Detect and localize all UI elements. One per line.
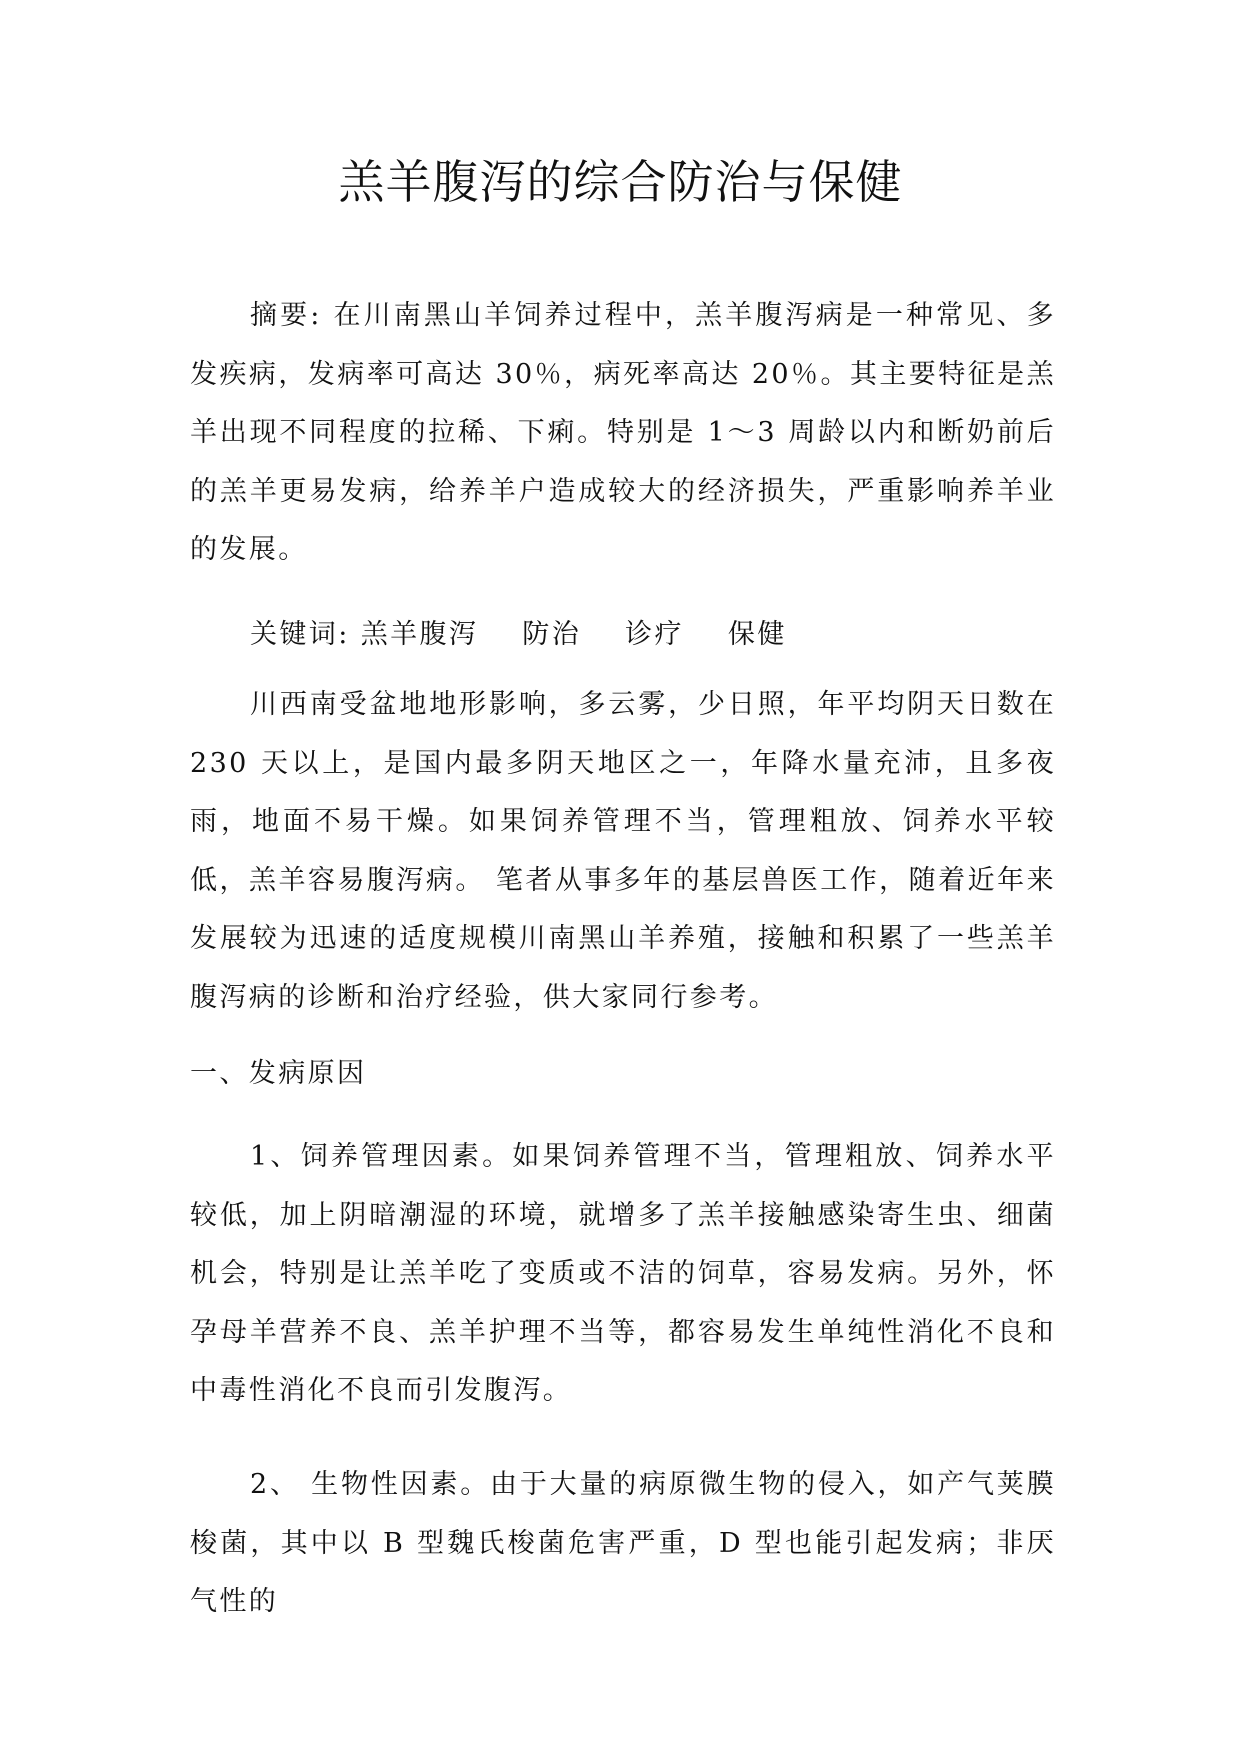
document-title: 羔羊腹泻的综合防治与保健 xyxy=(338,155,903,209)
section-heading: 一、发病原因 xyxy=(190,1058,367,1089)
intro-paragraph: 川西南受盆地地形影响，多云雾，少日照，年平均阴天日数在 230 天以上，是国内最多阴天地区之一，年降水量充沛，且多夜雨，地面不易干燥。如果饲养管理不当，管理粗放、饲养水平较低，羔羊容易腹泻病。 笔者从事多年的基层兽医工作，随着近年来发展较为迅速的适度规模川南黑山羊养殖，接触和积累了一些羔羊腹泻病的诊断和治疗经验，供大家同行参考。 xyxy=(190,689,1056,1013)
keyword-item: 保健 xyxy=(727,619,787,650)
keywords-line xyxy=(190,613,1056,657)
keyword-item: 羔羊腹泻 xyxy=(360,619,479,650)
keywords-label: 关键词: xyxy=(250,619,361,650)
cause-paragraph-2: 2、 生物性因素。由于大量的病原微生物的侵入，如产气荚膜梭菌，其中以 B 型魏氏梭菌危害严重，D 型也能引起发病；非厌气性的 xyxy=(190,1469,1056,1617)
abstract-paragraph: 摘要: 在川南黑山羊饲养过程中，羔羊腹泻病是一种常见、多发疾病，发病率可高达 30％，病死率高达 20％。其主要特征是羔羊出现不同程度的拉稀、下痢。特别是 1～3 周龄以内和断奶前后的羔羊更易发病，给养羊户造成较大的经济损失，严重影响养羊业的发展。 xyxy=(190,300,1056,565)
cause-paragraph-1: 1、饲养管理因素。如果饲养管理不当，管理粗放、饲养水平较低，加上阴暗潮湿的环境，就增多了羔羊接触感染寄生虫、细菌机会，特别是让羔羊吃了变质或不洁的饲草，容易发病。另外，怀孕母羊营养不良、羔羊护理不当等，都容易发生单纯性消化不良和中毒性消化不良而引发腹泻。 xyxy=(190,1141,1056,1406)
keyword-item: 诊疗 xyxy=(625,619,684,650)
keyword-item: 防治 xyxy=(522,619,582,650)
